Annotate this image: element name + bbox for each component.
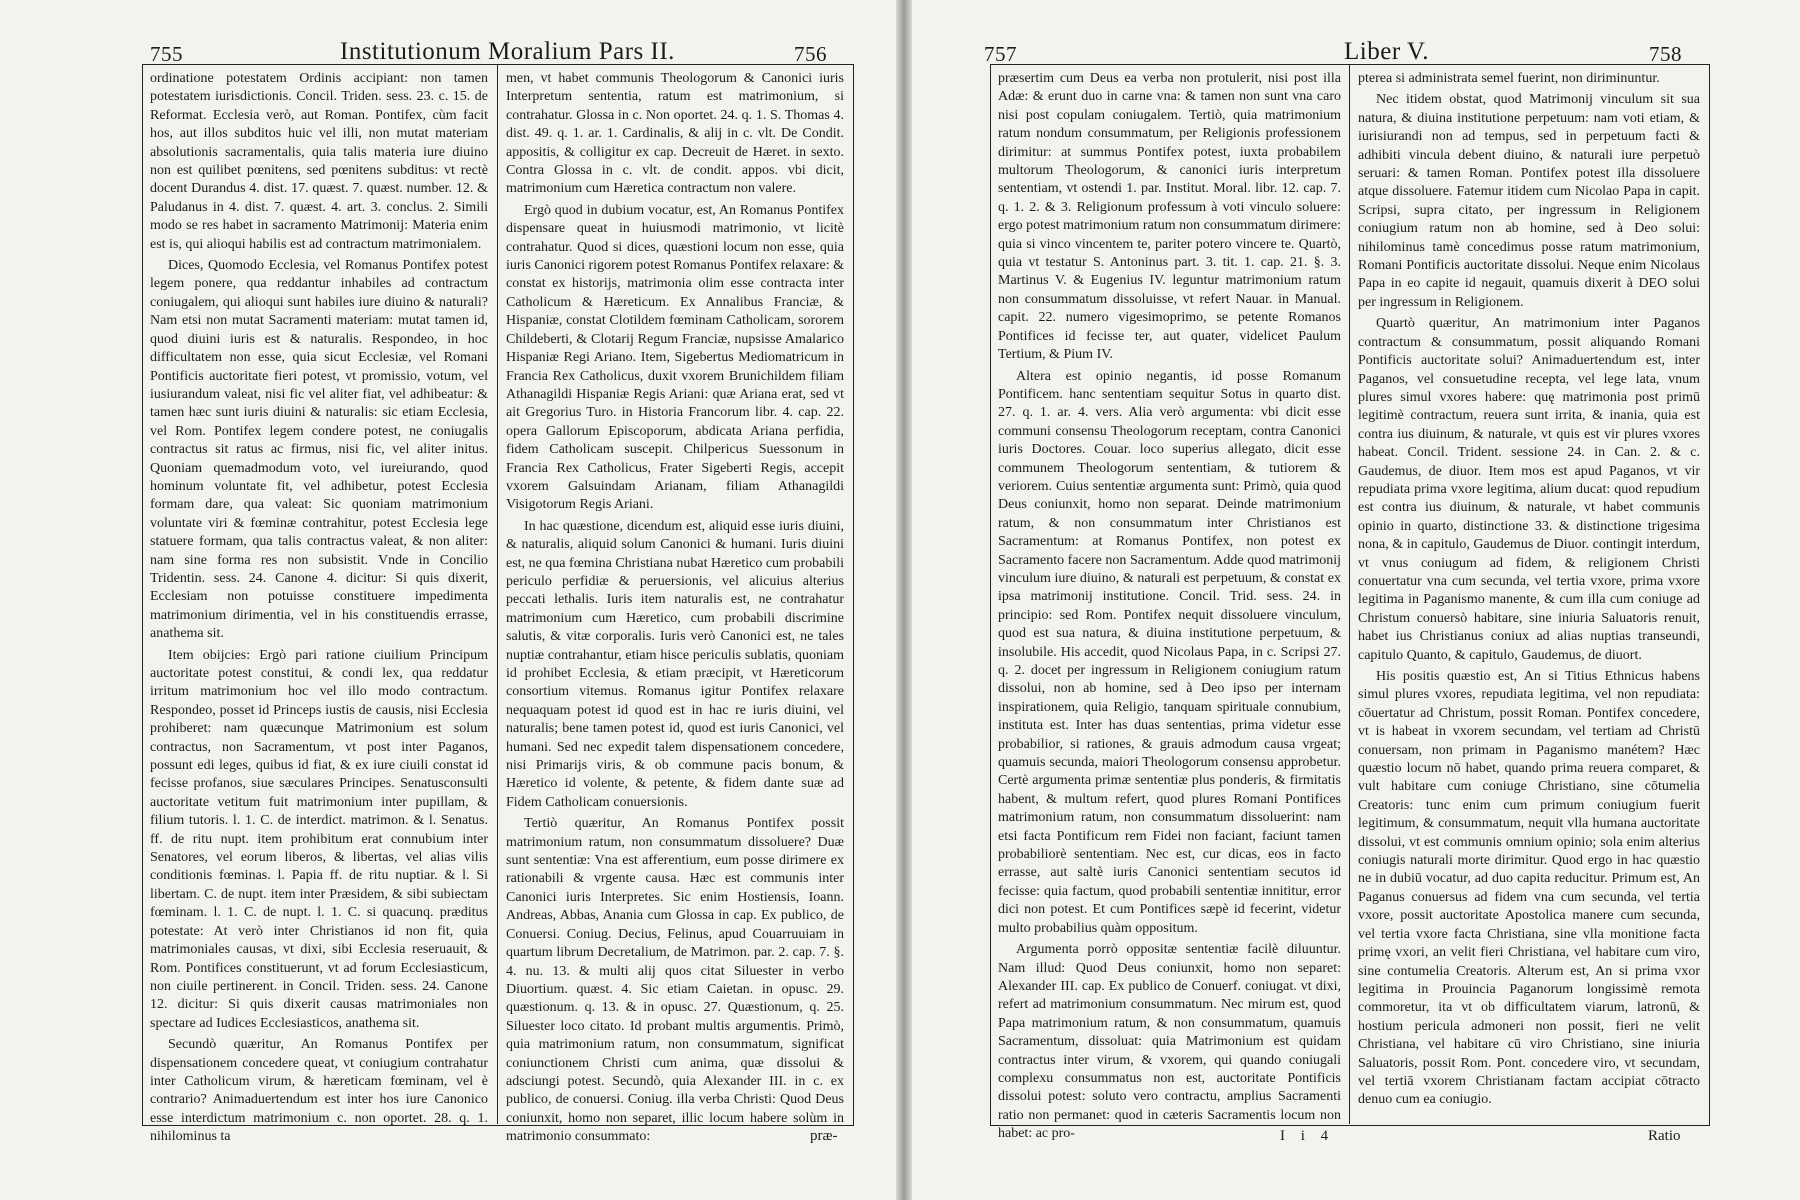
column-rule [1349,64,1350,1124]
paragraph: Dices, Quomodo Ecclesia, vel Romanus Pontifex potest legem ponere, qua reddantur inhabiles ad contractum coniugalem, qui alioqui sunt habiles iure diuino & naturali? Nam etsi non mutat Sacramenti materiam: mutat tamen id, quod diuini iuris est & naturalis. Respondeo, in hoc difficultatem non esse, quia sicut Ecclesiæ, vel Romani Pontificis auctoritate fieri potest, vt promissio, votum, vel iusiurandum valeat, nisi fic vel aliter fiat, vel adhibeatur: & tamen hæc sunt iuris diuini & naturalis: sic etiam Ecclesia, vel Rom. Pontifex legem condere potest, ne coniugalis contractus sit ratus ac firmus, nisi fic, vel aliter initus. Quoniam quemadmodum voto, vel iureiurando, quod hominum voluntate fit, vel adhibetur, potest Ecclesia formam dare, qua valeat: Sic quoniam matrimonium voluntate viri & fœminæ contrahitur, potest Ecclesia lege statuere formam, qua talis contractus valeat, & non aliter: nam sine forma res non subsistit. Vnde in Concilio Tridentin. sess. 24. Canone 4. dicitur: Si quis dixerit, Ecclesiam non potuisse constituere impedimenta matrimonium dirimentia, vel in his constituendis errasse, anathema sit. [150,258,488,642]
page-number: 755 [150,42,183,66]
paragraph: His positis quæstio est, An si Titius Ethnicus habens simul plures vxores, repudiata legitima, vel non repudiata: cōuertatur ad Christum, possit Roman. Pontifex concedere, vt is habeat in vxorem secundam, vel tertiam ad Christū conuersam, non primam in Paganismo manétem? Hæc quæstio locum nō habet, quando prima reuera comparet, & vult habitare cum coniuge Christiano, sine cōtumelia Creatoris: tunc enim cum primum coniugium fuerit legitimum, & consummatum, nequit vlla humana auctoritate dissolui, vt est communis omnium opinio; sola enim alterius coniugis naturali morte dirimitur. Quod ergo in hac quæstio ne in dubiū vocatur, ad duo capita reducitur. Primum est, An Paganus conuersus ad fidem vna cum secunda, vel tertia vxore, possit auctoritate Apostolica manere cum secunda, vel tertia vxore facta Christiana, sine vlla monitione facta primę vxori, an velit fieri Christiana, vel habitare cum viro, sine contumelia Creatoris. Alterum est, An si prima vxor legitima in Prouincia Paganorum longissimè remota commoretur, ita vt ob difficultatem viarum, latronū, & hostium pericula admoneri non possit, fieri ne velit Christiana, vel habitare cū viro Christiano, sine iniuria Saluatoris, possit Rom. Pont. concedere viro, vt secundam, vel tertiā vxorem Christianam factam accipiat cōtracto denuo cum ea coniugio. [1358,669,1700,1108]
book-gutter [896,0,912,1200]
paragraph: præsertim cum Deus ea verba non protulerit, nisi post illa Adæ: & erunt duo in carne vna: & tamen non sunt vna caro nisi post copulam coniugalem. Tertiò, quia matrimonium ratum nondum consummatum, per Religionis professionem dirimitur: at summus Pontifex potest, iuxta probabilem multorum Theologorum, & canonici iuris interpretum sententiam, vt ostendi 1. par. Institut. Moral. libr. 12. cap. 7. q. 1. 2. & 3. Religionum professum à voti vinculo soluere: ergo potest matrimonium ratum non consummatum dirimere: quia si vinco vincentem te, pariter potero vincere te. Quartò, quia vt testatur S. Antoninus part. 3. tit. 1. cap. 21. §. 3. Martinus V. & Eugenius IV. leguntur matrimonium ratum non consummatum dissoluisse, vt refert Nauar. in Manual. capit. 22. numero vigesimoprimo, se petente Romanos Pontifices id fecisse ter, aut quater, videlicet Paulum Tertium, & Pium IV. [998,71,1341,363]
page-number: 757 [984,42,1017,66]
paragraph: Tertiò quæritur, An Romanus Pontifex possit matrimonium ratum, non consummatum dissoluere? Duæ sunt sententiæ: Vna est afferentium, eum posse dirimere ex rationabili & vrgente causa. Hæc est communis inter Canonici iuris Interpretes. Sic enim Hostiensis, Ioann. Andreas, Abbas, Anania cum Glossa in cap. Ex publico, de Conuersi. Coniug. Decius, Felinus, apud Couarruuiam in quartum librum Decretalium, de Matrimon. par. 2. cap. 7. §. 4. nu. 13. & multi alij quos citat Siluester in verbo Diuortium. quæst. 4. Sic etiam Caietan. in opusc. 29. quæstionum. q. 13. & in opusc. 27. Quæstionum, q. 25. Siluester loco citato. Id probant multis argumentis. Primò, quia matrimonium ratum, non consummatum, significat coniunctionem Christi cum anima, quæ dissolui & adsciungi potest. Secundò, quia Alexander III. in c. ex publico, de conuersi. Coniug. illa verba Christi: Quod Deus coniunxit, homo non separet, illic locum habere solùm in matrimonio consummato: [506,816,844,1145]
running-title: Institutionum Moralium Pars II. [340,38,675,65]
paragraph: Nec itidem obstat, quod Matrimonij vinculum sit sua natura, & diuina institutione perpetuum: nam voti etiam, & iurisiurandi non ad tempus, sed in perpetuum facti & adhibiti vincula debent diuino, & naturali iure perpetuò seruari: & tamen Roman. Pontifex potest illa dissoluere atque dissoluere. Fatemur itidem cum Nicolao Papa in capit. Scripsi, supra citato, per ingressum in Religionem coniugium ratum non ab homine, sed à Deo solui: nihilominus tamè concedimus posse ratum matrimonium, Romani Pontificis auctoritate dissolui. Neque enim Nicolaus Papa in eo capite id negauit, quamuis dixerit à DEO solui per ingressum in Religionem. [1358,92,1700,310]
paragraph: Ergò quod in dubium vocatur, est, An Romanus Pontifex dispensare queat in huiusmodi matrimonio, vt licitè contrahatur. Quod si dices, quæstioni locum non esse, quia iuris Canonici rigorem potest Romanus Pontifex relaxare: & constat ex historijs, matrimonia olim esse contracta inter Catholicum & Hæreticum. Ex Annalibus Franciæ, & Hispaniæ, constat Clotildem fœminam Catholicam, sororem Childeberti, & Clotarij Regum Franciæ, nupsisse Amalarico Hispaniæ Regi Ariano. Item, Sigebertus Mediomatricum in Francia Rex Catholicus, duxit vxorem Brunichildem filiam Athanagildi Hispaniæ Regis Ariani: quæ Ariana erat, sed vt ait Gregorius Turo. in Historia Francorum libr. 4. cap. 22. opera Gallorum Episcoporum, abdicata Ariana perfidia, fidem Catholicam suscepit. Chilpericus Suessonum in Francia Rex Catholicus, Frater Sigeberti Regis, accepit vxorem Galsuindam Arianam, filiam Athanagildi Visigotorum Regis Ariani. [506,202,844,513]
paragraph: In hac quæstione, dicendum est, aliquid esse iuris diuini, & naturalis, aliquid solum Canonici & humani. Iuris diuini est, ne qua fœmina Christiana nubat Hæretico cum probabili periculo perfidiæ & peruersionis, vel alicuius alterius peccati lethalis. Iuris item naturalis est, ne contrahatur matrimonium cum Hæretico, cum probabili discrimine salutis, & vitæ corporalis. Iuris verò Canonici est, ne tales nuptiæ contrahantur, etiam hisce periculis sublatis, quoniam id prohibet Ecclesia, & etiam præcipit, vt Hæreticorum consortium vitemus. Romanus igitur Pontifex relaxare nequaquam potest id quod est in hac re iuris diuini, vel naturalis; bene tamen potest id, quod est iuris Canonici, vel humani. Sed nec expedit talem dispensationem concedere, nisi Primarijs viris, & ob commune pacis bonum, & Hæretico id volente, & petente, & fidem dante suæ ad Fidem Catholicam conuersionis. [506,518,844,810]
paragraph: Quartò quæritur, An matrimonium inter Paganos contractum & consummatum, possit aliquando Romani Pontificis auctoritate solui? Animaduertendum est, inter Paganos, vel consuetudine recepta, vel lege lata, vnum plures simul vxores habere: quę matrimonia post primū legitimè contractum, reuera sunt irrita, & inania, quia est contra ius diuinum, & naturale, vt quis est vir plures vxores habeat. Concil. Trident. sessione 24. in Can. 2. & c. Gaudemus, de diuor. Item mos est apud Paganos, vt vir repudiata prima vxore legitima, alium ducat: quod repudium est contra ius diuinum, & naturale, vt habet communis opinio in quarto, distinctione 33. & distinctione trigesima nona, & in capitulo, Gaudemus de Diuor. contingit interdum, vt vnus coniugum ad fidem, & religionem Christi conuertatur vna cum secunda, vel tertia vxore, prima vxore legitima in Paganismo manente, & cum illa cum coniuge ad Christum conuersò habitare, sine iniuria Saluatoris renuit, habet ius Christianus coniux ad alias nuptias transeundi, capitulo Quanto, & capitulo, Gaudemus, de diuort. [1358,316,1700,663]
left-page [0,0,896,1200]
catchword: Ratio [1648,1128,1681,1144]
column-rule [497,64,498,1124]
text-column [506,70,844,1145]
running-title: Liber V. [1344,38,1430,65]
right-page [912,0,1800,1200]
paragraph: pterea si administrata semel fuerint, non diriminuntur. [1358,71,1660,86]
paragraph: men, vt habet communis Theologorum & Canonici iuris Interpretum sententia, ratum est matrimonium, si contrahatur. Glossa in c. Non oportet. 24. q. 1. S. Thomas 4. dist. 49. q. 1. ar. 1. Cardinalis, & alij in c. vlt. De Condit. appositis, & colligitur ex cap. Decreuit de Hæret. in sexto. Contra Glossa in c. vlt. de condit. appos. vbi dicit, matrimonium cum Hæretica contractum non valere. [506,71,844,197]
page-number: 758 [1649,42,1682,66]
paragraph: Secundò quæritur, An Romanus Pontifex per dispensationem concedere queat, vt coniugium contrahatur inter Catholicum virum, & hæreticam fœminam, vel è contrario? Animaduertendum est inter hos iure Canonico esse interdictum matrimonium c. non oportet. 28. q. 1. nihilominus ta [150,1037,488,1145]
text-column [150,70,488,1145]
paragraph: ordinatione potestatem Ordinis accipiant: non tamen potestatem iurisdictionis. Concil. Triden. sess. 23. c. 15. de Reformat. Ecclesia verò, aut Roman. Pontifex, cùm facit hos, aut illos subditos huic vel illi, non mutat materiam absolutionis sacramentalis, quia talis materia iure diuino non est quilibet pœnitens, sed pœnitens subditus: vt rectè docent Durandus 4. dist. 17. quæst. 7. quæst. number. 12. & Paludanus in 4. dist. 7. quæst. 4. art. 3. conclus. 2. Simili modo se res habet in sacramento Matrimonij: Materia enim est is, qui alioqui habilis est ad contractum matrimonialem. [150,71,488,252]
text-column [1358,70,1700,1110]
paragraph: Argumenta porrò oppositæ sententiæ facilè diluuntur. Nam illud: Quod Deus coniunxit, homo non separet: Alexander III. cap. Ex publico de Conuerf. coniugat. vt dixi, refert ad matrimonium consummatum. Nec mirum est, quod Papa matrimonium ratum, & non consummatum, quamuis Sacramentum, dissoluat: quia Matrimonium est quidam contractus inter virum, & vxorem, qui quando coniugali complexu consummatus non est, auctoritate Pontificis dissolui potest: soluto vero contractu, amplius Sacramenti ratio non permanet: quod in cæteris Sacramentis locum non habet: ac pro- [998,942,1341,1142]
paragraph: Altera est opinio negantis, id posse Romanum Pontificem. hanc sententiam sequitur Sotus in quarto dist. 27. q. 1. ar. 4. vers. Alia verò argumenta: vbi dicit esse communi consensu Theologorum receptam, contra Canonici iuris Doctores. Couar. loco superius allegato, dicit esse communem Theologorum sententiam, & tutiorem & veriorem. Cuius sententiæ argumenta sunt: Primò, quia quod Deus coniunxit, homo non separat. Deinde matrimonium ratum, & non consummatum inter Christianos est Sacramentum: at Romanus Pontifex, non potest ex Sacramento facere non Sacramentum. Adde quod matrimonij vinculum iure diuino, & naturali est perpetuum, & constat ex ipsa matrimonij institutione. Concil. Trid. sess. 24. in principio: sed Rom. Pontifex nequit dissoluere vinculum, quod est sua natura, & diuina institutione perpetuum, & insolubile. His accedit, quod Nicolaus Papa, in c. Scripsi 27. q. 2. docet per ingressum in Religionem coniugium ratum dissolui, non ab homine, sed à Deo ipso per internam inspirationem, quia Religio, tanquam spirituale connubium, instituta est. Inter has duas sententias, prima videtur esse probabilior, si rationes, & grauis admodum causa vrgeat; quamuis secunda, maiori Theologorum consensu approbetur. Certè argumenta primæ sententiæ plus ponderis, & firmitatis habent, & multum refert, quod plures Romani Pontifices matrimonium ratum, non consummatum dissoluerint: nam etsi facta Pontificum rem Fidei non faciant, faciunt tamen probabiliorè sententiam. Nec est, cur dicas, eos in facto errasse, aut saltè iuris Canonici sententiam secutos id fecisse: quia factum, quod probabili sententiæ innititur, error dici non potest. Et cum Pontifices sæpè id fecerint, videtur multo probabilius quàm oppositum. [998,368,1341,936]
page-number: 756 [794,42,827,66]
catchword: præ- [810,1128,838,1144]
paragraph: Item obijcies: Ergò pari ratione ciuilium Principum auctoritate potest constitui, & condi lex, qua reddatur irritum matrimonium hoc vel illo modo contractum. Respondeo, posset id Princeps iustis de causis, nisi Ecclesia prohiberet: nam quæcunque Matrimonium est solum contractus, non Sacramentum, vt post inter Paganos, possunt edi leges, quibus id fiat, & ex iure ciuili constat id fecisse profanos, siue sæculares Principes. Senatusconsulti auctoritate vetitum fuit matrimonium inter pupillam, & filium tutoris. l. 1. C. de interdict. matrimon. & l. Senatus. ff. de ritu nupt. item prohibitum erat connubium inter Senatores, vel eorum liberos, & libertas, vel alias vilis conditionis fœminas. l. Papia ff. de ritu nuptiar. & l. Si libertam. C. de nupt. item inter Præsidem, & sibi subiectam fœminam. l. 1. C. de nupt. l. 1. C. si quacunq. præditus potestate: At verò inter Christianos id non fit, quia matrimoniales causas, vt dixi, sibi Ecclesia reseruauit, & Rom. Pontifices constituerunt, vt ad forum Ecclesiasticum, non ciuile pertinerent. in Concil. Triden. sess. 24. Canone 12. dicitur: Si quis dixerit causas matrimoniales non spectare ad Iudices Ecclesiasticos, anathema sit. [150,647,488,1031]
signature-mark: I i 4 [1280,1128,1335,1144]
